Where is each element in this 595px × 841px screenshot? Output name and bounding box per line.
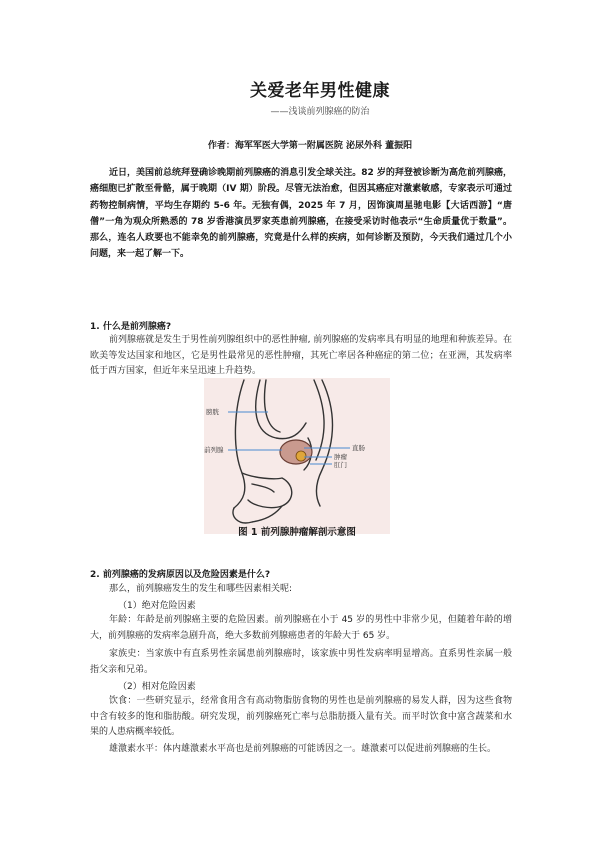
prostate-shape [280, 440, 312, 464]
document-subtitle: ——浅谈前列腺癌的防治 [270, 107, 370, 117]
tumor-shape [296, 451, 306, 461]
label-prostate: 前列腺 [204, 446, 224, 454]
section-1-heading: 1. 什么是前列腺癌? [90, 322, 172, 332]
anatomy-figure [204, 378, 390, 534]
intro-paragraph: 近日，美国前总统拜登确诊晚期前列腺癌的消息引发全球关注。82 岁的拜登被诊断为高危前列腺癌，癌细胞已扩散至骨骼，属于晚期（IV 期）阶段。尽管无法治愈，但因其癌症对激素敏感，专家表示可通过药物控制病情，平均生存期约 5-6 年。无独有偶，2025 年 7 月，因饰演周星驰电影【大话西游】“唐僧”一角为观众所熟悉的 78 岁香港演员罗家英患前列腺癌，在接受采访时他表示“生命质量优于数量”。那么，连名人政要也不能幸免的前列腺癌，究竟是什么样的疾病，如何诊断及预防，今天我们通过几个小问题，来一起了解一下。 [90, 168, 512, 260]
label-rectum: 直肠 [352, 444, 365, 452]
document-title: 关爱老年男性健康 [250, 81, 390, 101]
diet-paragraph: 饮食：一些研究显示，经常食用含有高动物脂肪食物的男性也是前列腺癌的易发人群，因为这些食物中含有较多的饱和脂肪酸。研究发现，前列腺癌死亡率与总脂肪摄入量有关。而平时饮食中富含蔬菜和水果的人患病概率较低。 [90, 696, 512, 737]
author-line: 作者：海军军医大学第一附属医院 泌尿外科 董振阳 [207, 141, 413, 151]
family-history-paragraph: 家族史：当家族中有直系男性亲属患前列腺癌时，该家族中男性发病率明显增高。直系男性亲属一般指父亲和兄弟。 [90, 649, 512, 675]
absolute-risk-title: （1）绝对危险因素 [118, 601, 196, 611]
section-2-heading: 2. 前列腺癌的发病原因以及危险因素是什么? [90, 570, 271, 580]
label-bladder: 膀胱 [206, 408, 219, 416]
section-1-body: 前列腺癌就是发生于男性前列腺组织中的恶性肿瘤, 前列腺癌的发病率具有明显的地理和种族差异。在欧美等发达国家和地区，它是男性最常见的恶性肿瘤，其死亡率居各种癌症的第二位；在亚洲，其发病率低于西方国家，但近年来呈迅速上升趋势。 [90, 335, 512, 376]
figure-caption: 图 1 前列腺肿瘤解剖示意图 [238, 527, 356, 538]
androgen-paragraph: 雄激素水平：体内雄激素水平高也是前列腺癌的可能诱因之一。雄激素可以促进前列腺癌的生长。 [109, 744, 497, 754]
anatomy-diagram [204, 378, 390, 534]
label-tumor: 肿瘤 [334, 453, 347, 461]
age-paragraph: 年龄：年龄是前列腺癌主要的危险因素。前列腺癌在小于 45 岁的男性中非常少见，但随着年龄的增大，前列腺癌的发病率急剧升高，绝大多数前列腺癌患者的年龄大于 65 岁。 [90, 615, 512, 641]
section-2-lead: 那么，前列腺癌发生的发生和哪些因素相关呢: [109, 584, 293, 594]
label-anus: 肛门 [334, 461, 347, 469]
relative-risk-title: （2）相对危险因素 [118, 682, 196, 692]
